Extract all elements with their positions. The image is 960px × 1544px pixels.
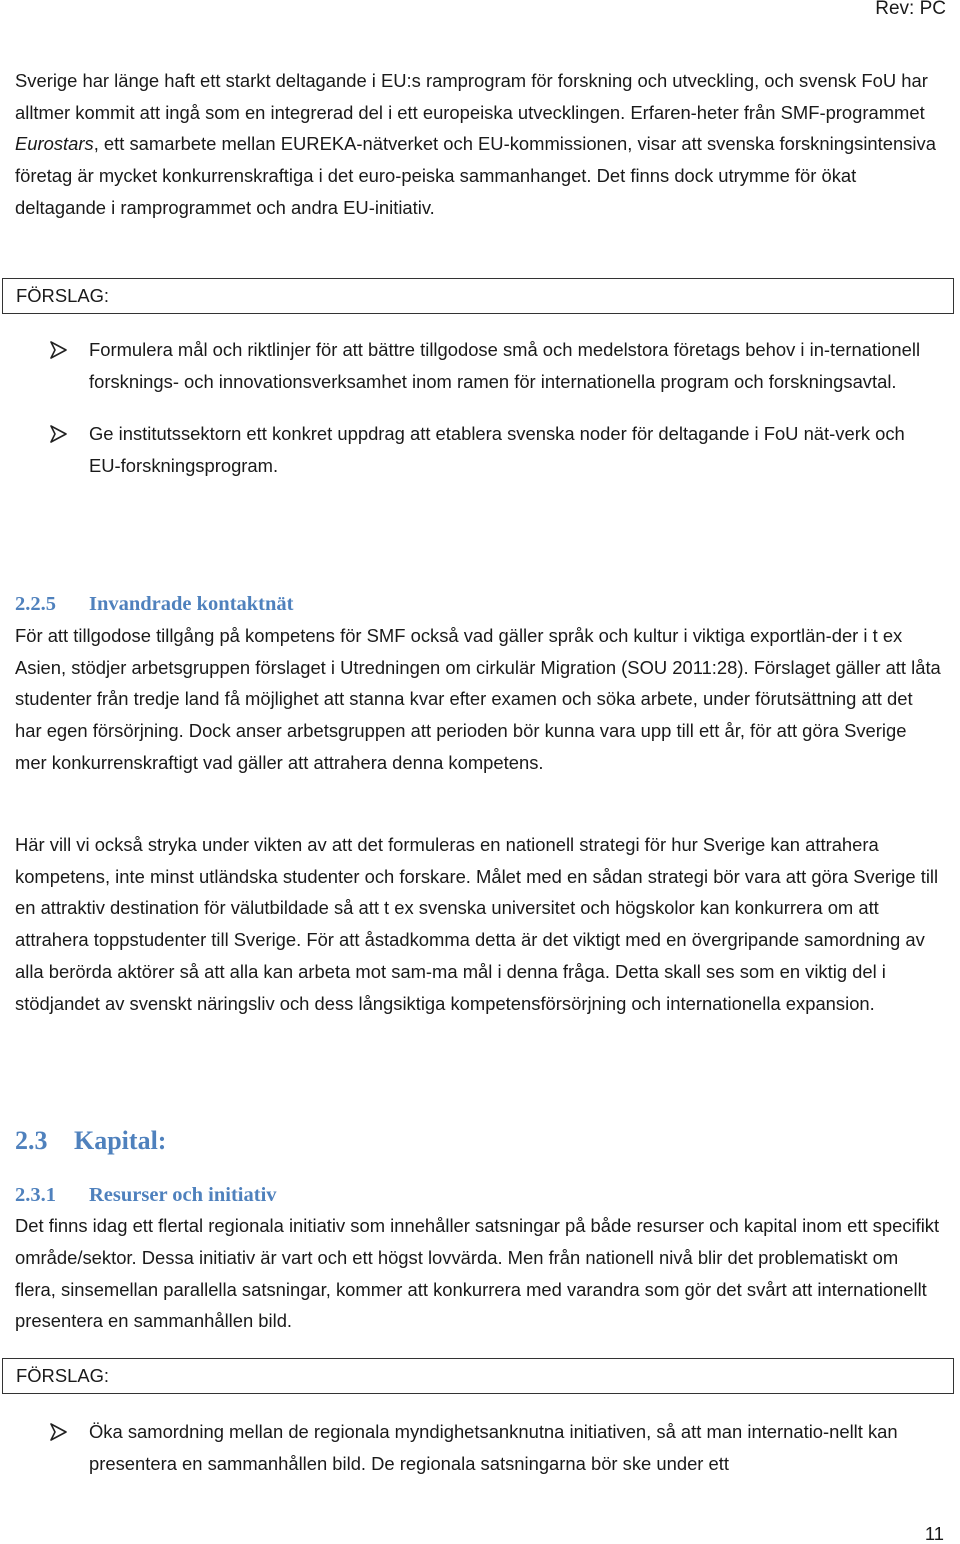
- proposal-list: [0, 1416, 960, 1500]
- section-title: Invandrade kontaktnät: [89, 593, 294, 615]
- proposal-item: [0, 1416, 960, 1479]
- section-paragraph: För att tillgodose tillgång på kompetens för SMF också vad gäller språk och kultur i viktiga exportlän-der i t ex Asien, stödjer arbetsgruppen förslaget i Utredningen om cirkulär Migration (SOU 2011:28). Förslaget gäller att låta studenter från tredje land få möjlighet att stanna kvar efter examen och söka arbete, under förutsättning att det har egen försörjning. Dock anser arbetsgruppen att perioden bör kunna vara upp till ett år, för att göra Sverige mer konkurrenskraftigt vad gäller att attrahera denna kompetens.: [15, 625, 941, 773]
- proposal-box: FÖRSLAG:: [2, 1358, 954, 1394]
- proposal-item-text: Öka samordning mellan de regionala myndighetsanknutna initiativen, så att man internatio-nellt kan presentera en sammanhållen bild. De regionala satsningarna bör ske under ett: [89, 1421, 898, 1474]
- revision-label: Rev: PC: [875, 0, 946, 19]
- section-heading-2-2-5: [15, 592, 294, 616]
- section-title: Kapital:: [74, 1126, 167, 1155]
- page-number: 11: [924, 1523, 944, 1544]
- section-paragraph: Här vill vi också stryka under vikten av att det formuleras en nationell strategi för hur Sverige kan attrahera kompetens, inte minst utländska studenter och forskare. Målet med en sådan strategi bör vara att göra Sverige till en attraktiv destination för välutbildade så att t ex svenska universitet och högskolor kan konkurrera om att attrahera toppstudenter till Sverige. För att åstadkomma detta är det viktigt med en övergripande samordning av alla berörda aktörer så att alla kan arbeta mot sam-ma mål i denna fråga. Detta skall ses som en viktig del i stödjandet av svenskt näringsliv och dess långsiktiga kompetensförsörjning och internationella expansion.: [15, 834, 939, 1014]
- arrow-bullet-icon: [50, 425, 68, 443]
- proposal-box: FÖRSLAG:: [2, 278, 954, 314]
- proposal-item: [0, 334, 960, 397]
- intro-text-start: Sverige har länge haft ett starkt deltagande i EU:s ramprogram för forskning och utveckling, och svensk FoU har alltmer kommit att ingå som en integrerad del i ett europeiska utvecklingen. Erfaren-heter från SMF-programmet: [15, 70, 928, 123]
- intro-paragraph: [15, 65, 943, 224]
- arrow-bullet-icon: [50, 1423, 68, 1441]
- intro-text-end: , ett samarbete mellan EUREKA-nätverket och EU-kommissionen, visar att svenska forskningsintensiva företag är mycket konkurrenskraftiga i det euro-peiska sammanhanget. Det finns dock utrymme för ökat deltagande i ramprogrammet och andra EU-initiativ.: [15, 133, 936, 218]
- arrow-bullet-icon: [50, 341, 68, 359]
- section-title: Resurser och initiativ: [89, 1184, 277, 1206]
- section-paragraph: Det finns idag ett flertal regionala initiativ som innehåller satsningar på både resurser och kapital inom ett specifikt område/sektor. Dessa initiativ är vart och ett högst lovvärda. Men från nationell nivå blir det problematiskt om flera, sinsemellan parallella satsningar, kommer att konkurrera med varandra som gör det svårt att internationellt presentera en sammanhållen bild.: [15, 1215, 940, 1332]
- proposal-list: [0, 334, 960, 503]
- proposal-item-text: Ge institutssektorn ett konkret uppdrag att etablera svenska noder för deltagande i FoU nät-verk och EU-forskningsprogram.: [89, 423, 905, 477]
- section-heading-2-3: [15, 1126, 166, 1156]
- section-number: 2.3.1: [15, 1184, 56, 1206]
- section-heading-2-3-1: [15, 1183, 277, 1207]
- intro-italic-term: Eurostars: [15, 133, 94, 155]
- section-number: 2.2.5: [15, 593, 56, 615]
- proposal-item: [0, 418, 960, 481]
- proposal-item-text: Formulera mål och riktlinjer för att bättre tillgodose små och medelstora företags behov i in-ternationell forsknings- och innovationsverksamhet inom ramen för internationella program och forskningsavtal.: [89, 339, 921, 392]
- section-number: 2.3: [15, 1126, 48, 1155]
